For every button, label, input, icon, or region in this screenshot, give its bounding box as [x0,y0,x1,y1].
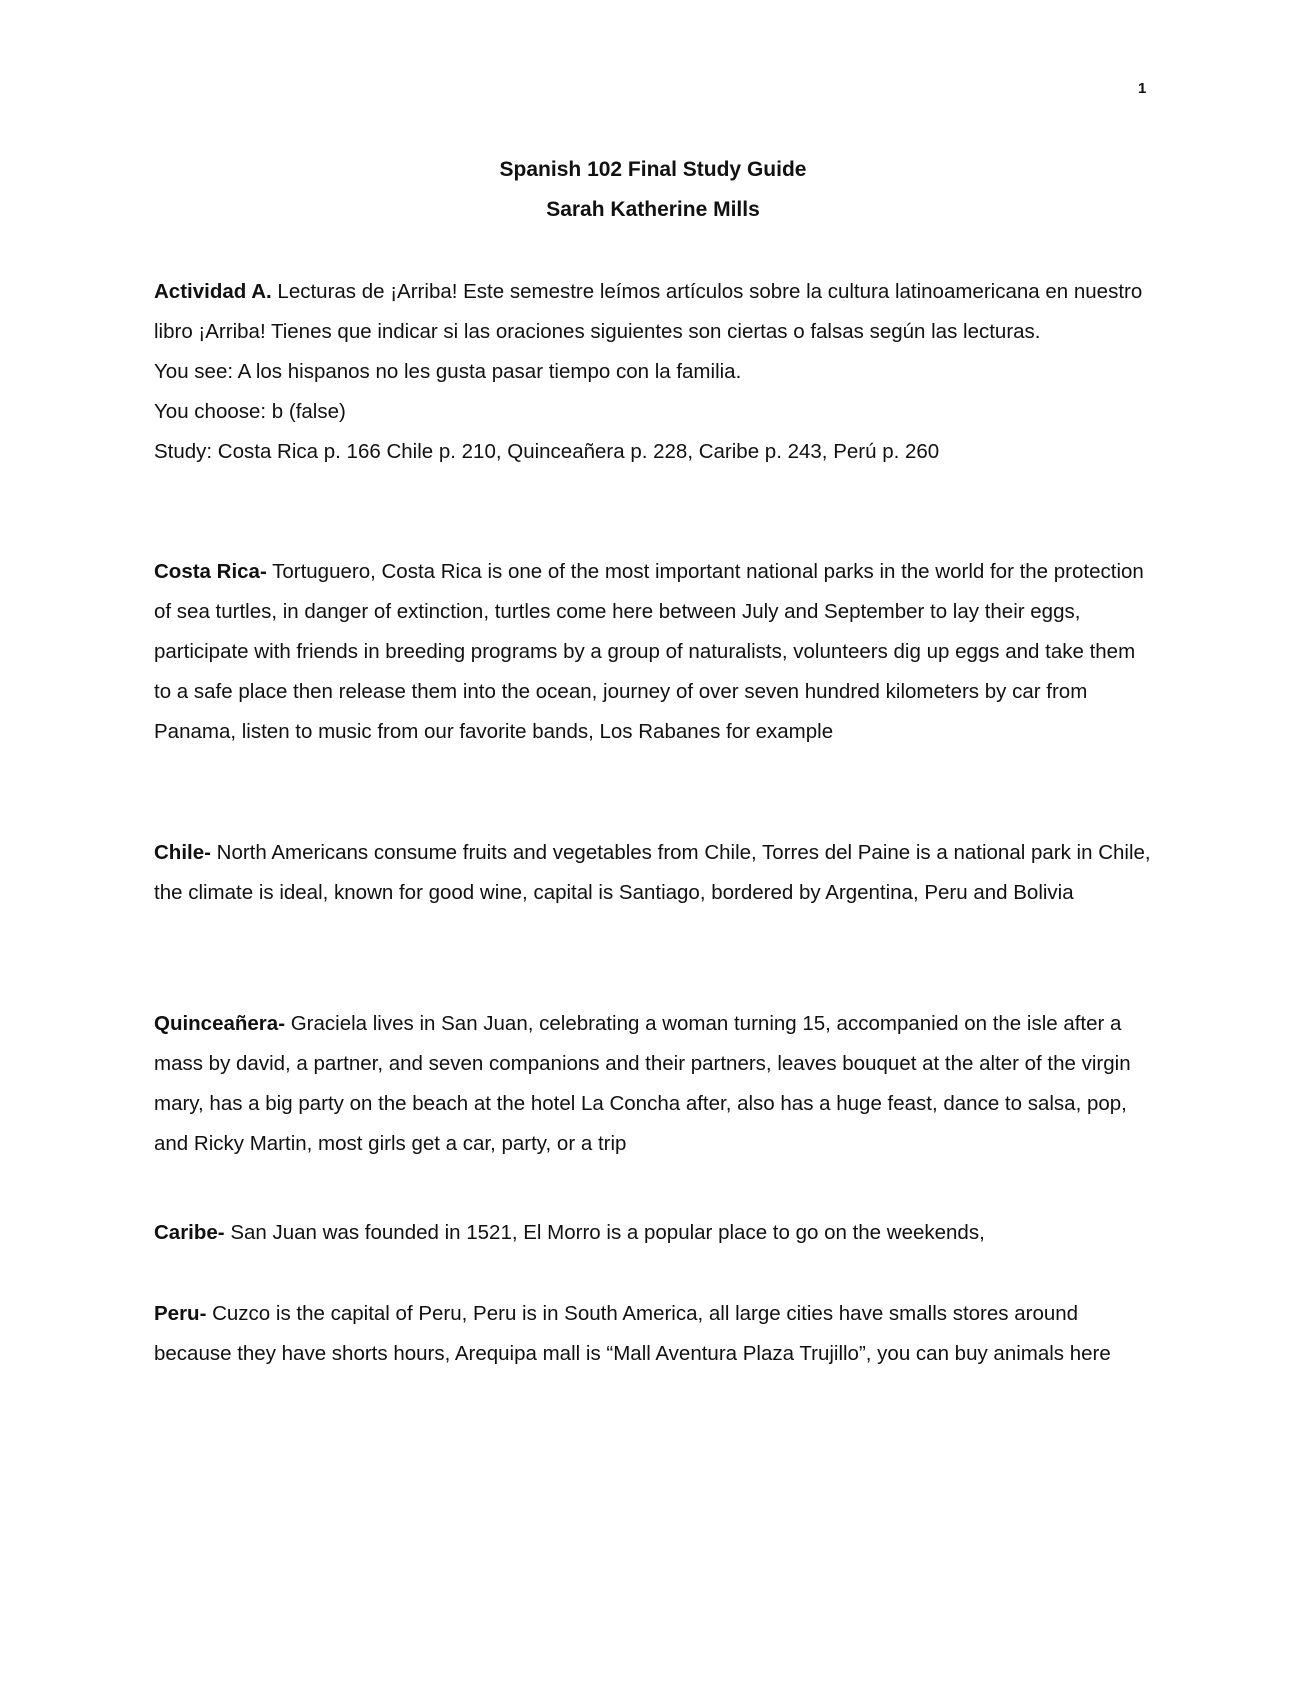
activity-a-section [154,272,1154,472]
costa-rica-text: Tortuguero, Costa Rica is one of the most important national parks in the world for the protection of sea turtles, in danger of extinction, turtles come here between July and September to lay their eggs, participate with friends in breeding programs by a group of naturalists, volunteers dig up eggs and take them to a safe place then release them into the ocean, journey of over seven hundred kilometers by car from Panama, listen to music from our favorite bands, Los Rabanes for example [154,560,1144,743]
quinceanera-paragraph [154,1004,1154,1164]
chile-label: Chile- [154,841,211,864]
costa-rica-label: Costa Rica- [154,560,267,583]
quinceanera-text: Graciela lives in San Juan, celebrating a woman turning 15, accompanied on the isle after a mass by david, a partner, and seven companions and their partners, leaves bouquet at the alter of the virgin mary, has a big party on the beach at the hotel La Concha after, also has a huge feast, dance to salsa, pop, and Ricky Martin, most girls get a car, party, or a trip [154,1012,1131,1155]
chile-text: North Americans consume fruits and vegetables from Chile, Torres del Paine is a national park in Chile, the climate is ideal, known for good wine, capital is Santiago, bordered by Argentina, Peru and Bolivia [154,841,1151,904]
page-number: 1 [1138,80,1147,97]
activity-label: Actividad A. [154,280,272,303]
document-title: Spanish 102 Final Study Guide [499,158,807,181]
caribe-label: Caribe- [154,1221,225,1244]
caribe-text: San Juan was founded in 1521, El Morro is a popular place to go on the weekends, [224,1221,985,1244]
caribe-section [154,1213,1154,1253]
activity-intro-text: Lecturas de ¡Arriba! Este semestre leímos artículos sobre la cultura latinoamericana en nuestro libro ¡Arriba! Tienes que indicar si las oraciones siguientes son ciertas o falsas según las lecturas. [154,280,1143,343]
peru-text: Cuzco is the capital of Peru, Peru is in South America, all large cities have smalls stores around because they have shorts hours, Arequipa mall is “Mall Aventura Plaza Trujillo”, you can buy animals here [154,1302,1111,1365]
chile-paragraph [154,833,1154,913]
costa-rica-paragraph [154,552,1154,752]
quinceanera-label: Quinceañera- [154,1012,286,1035]
title-block [0,150,1306,230]
study-pages-line: Study: Costa Rica p. 166 Chile p. 210, Quinceañera p. 228, Caribe p. 243, Perú p. 260 [154,440,940,463]
quinceanera-section [154,1004,1154,1164]
peru-section [154,1294,1154,1374]
peru-label: Peru- [154,1302,207,1325]
peru-paragraph [154,1294,1154,1374]
example-see-line: You see: A los hispanos no les gusta pasar tiempo con la familia. [154,360,742,383]
author-name: Sarah Katherine Mills [546,198,760,221]
example-choose-line: You choose: b (false) [154,400,346,423]
chile-section [154,833,1154,913]
activity-intro-paragraph [154,272,1154,352]
costa-rica-section [154,552,1154,752]
caribe-paragraph [154,1213,1154,1253]
